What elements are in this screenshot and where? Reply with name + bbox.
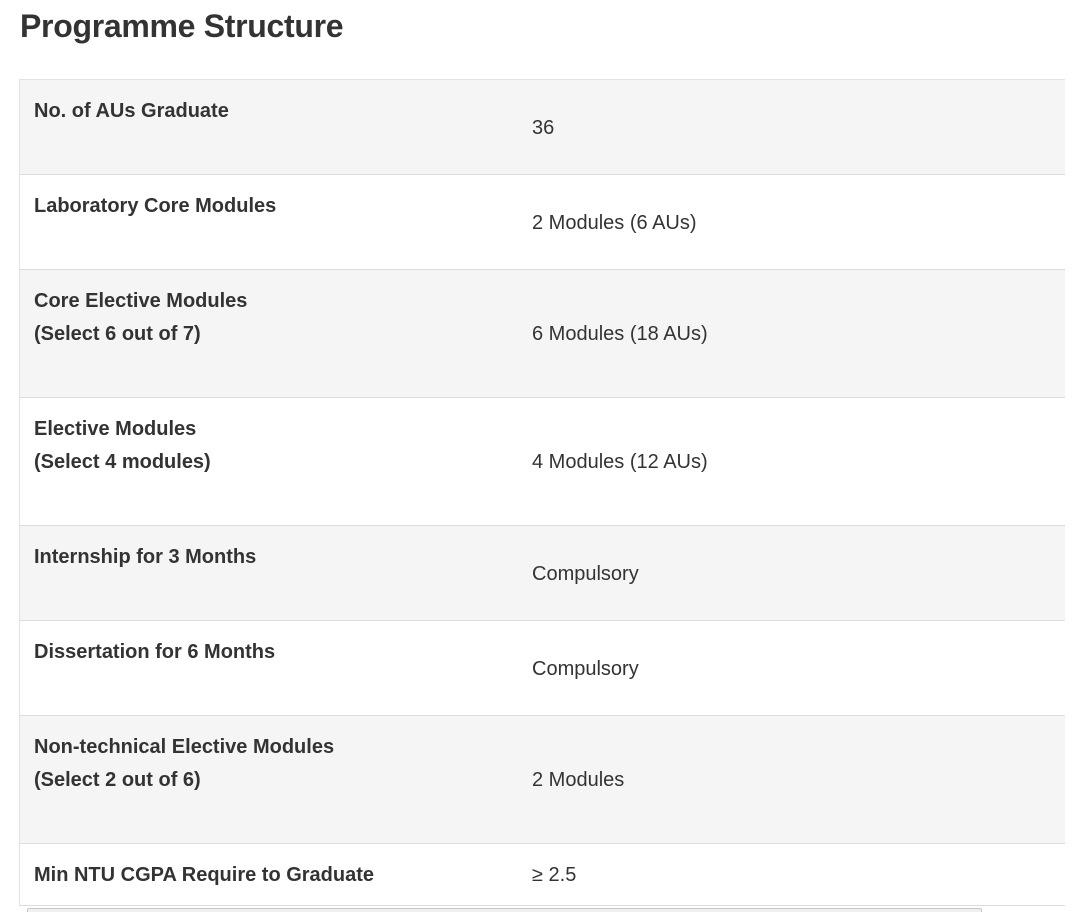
horizontal-scrollbar[interactable] bbox=[27, 908, 982, 912]
row-label-line: Non-technical Elective Modules bbox=[34, 736, 335, 758]
programme-structure-table bbox=[19, 79, 1065, 906]
page-title: Programme Structure bbox=[20, 8, 344, 44]
table-row bbox=[20, 398, 1066, 526]
row-label bbox=[20, 398, 533, 526]
row-value bbox=[532, 526, 1065, 621]
row-label bbox=[20, 621, 533, 716]
row-label bbox=[20, 716, 533, 844]
row-value-text: 2 Modules (6 AUs) bbox=[532, 212, 697, 234]
row-label bbox=[20, 270, 533, 398]
row-label bbox=[20, 175, 533, 270]
row-label-line: Elective Modules bbox=[34, 418, 197, 440]
row-value bbox=[532, 844, 1065, 906]
table-row bbox=[20, 270, 1066, 398]
row-label-line: Dissertation for 6 Months bbox=[34, 641, 276, 663]
row-value-text: 36 bbox=[532, 117, 555, 139]
table-row bbox=[20, 844, 1066, 906]
table-row bbox=[20, 80, 1066, 175]
row-value-text: ≥ 2.5 bbox=[532, 864, 577, 886]
row-value-text: 2 Modules bbox=[532, 769, 625, 791]
row-value bbox=[532, 398, 1065, 526]
row-label-line: Laboratory Core Modules bbox=[34, 195, 277, 217]
row-value bbox=[532, 621, 1065, 716]
row-value-text: 6 Modules (18 AUs) bbox=[532, 323, 708, 345]
table-row bbox=[20, 526, 1066, 621]
row-value bbox=[532, 175, 1065, 270]
row-label-subline: (Select 6 out of 7) bbox=[34, 323, 201, 345]
row-label-line: Internship for 3 Months bbox=[34, 546, 257, 568]
row-value-text: Compulsory bbox=[532, 658, 639, 680]
row-value bbox=[532, 80, 1065, 175]
row-label bbox=[20, 80, 533, 175]
row-label-line: No. of AUs Graduate bbox=[34, 100, 229, 122]
row-label-line: Core Elective Modules bbox=[34, 290, 248, 312]
row-value bbox=[532, 716, 1065, 844]
table-row bbox=[20, 175, 1066, 270]
table-row bbox=[20, 621, 1066, 716]
row-value bbox=[532, 270, 1065, 398]
row-label bbox=[20, 526, 533, 621]
row-label-subline: (Select 4 modules) bbox=[34, 451, 211, 473]
row-label-subline: (Select 2 out of 6) bbox=[34, 769, 201, 791]
table-row bbox=[20, 716, 1066, 844]
row-label-line: Min NTU CGPA Require to Graduate bbox=[34, 864, 375, 886]
row-value-text: Compulsory bbox=[532, 563, 639, 585]
row-label bbox=[20, 844, 533, 906]
row-value-text: 4 Modules (12 AUs) bbox=[532, 451, 708, 473]
